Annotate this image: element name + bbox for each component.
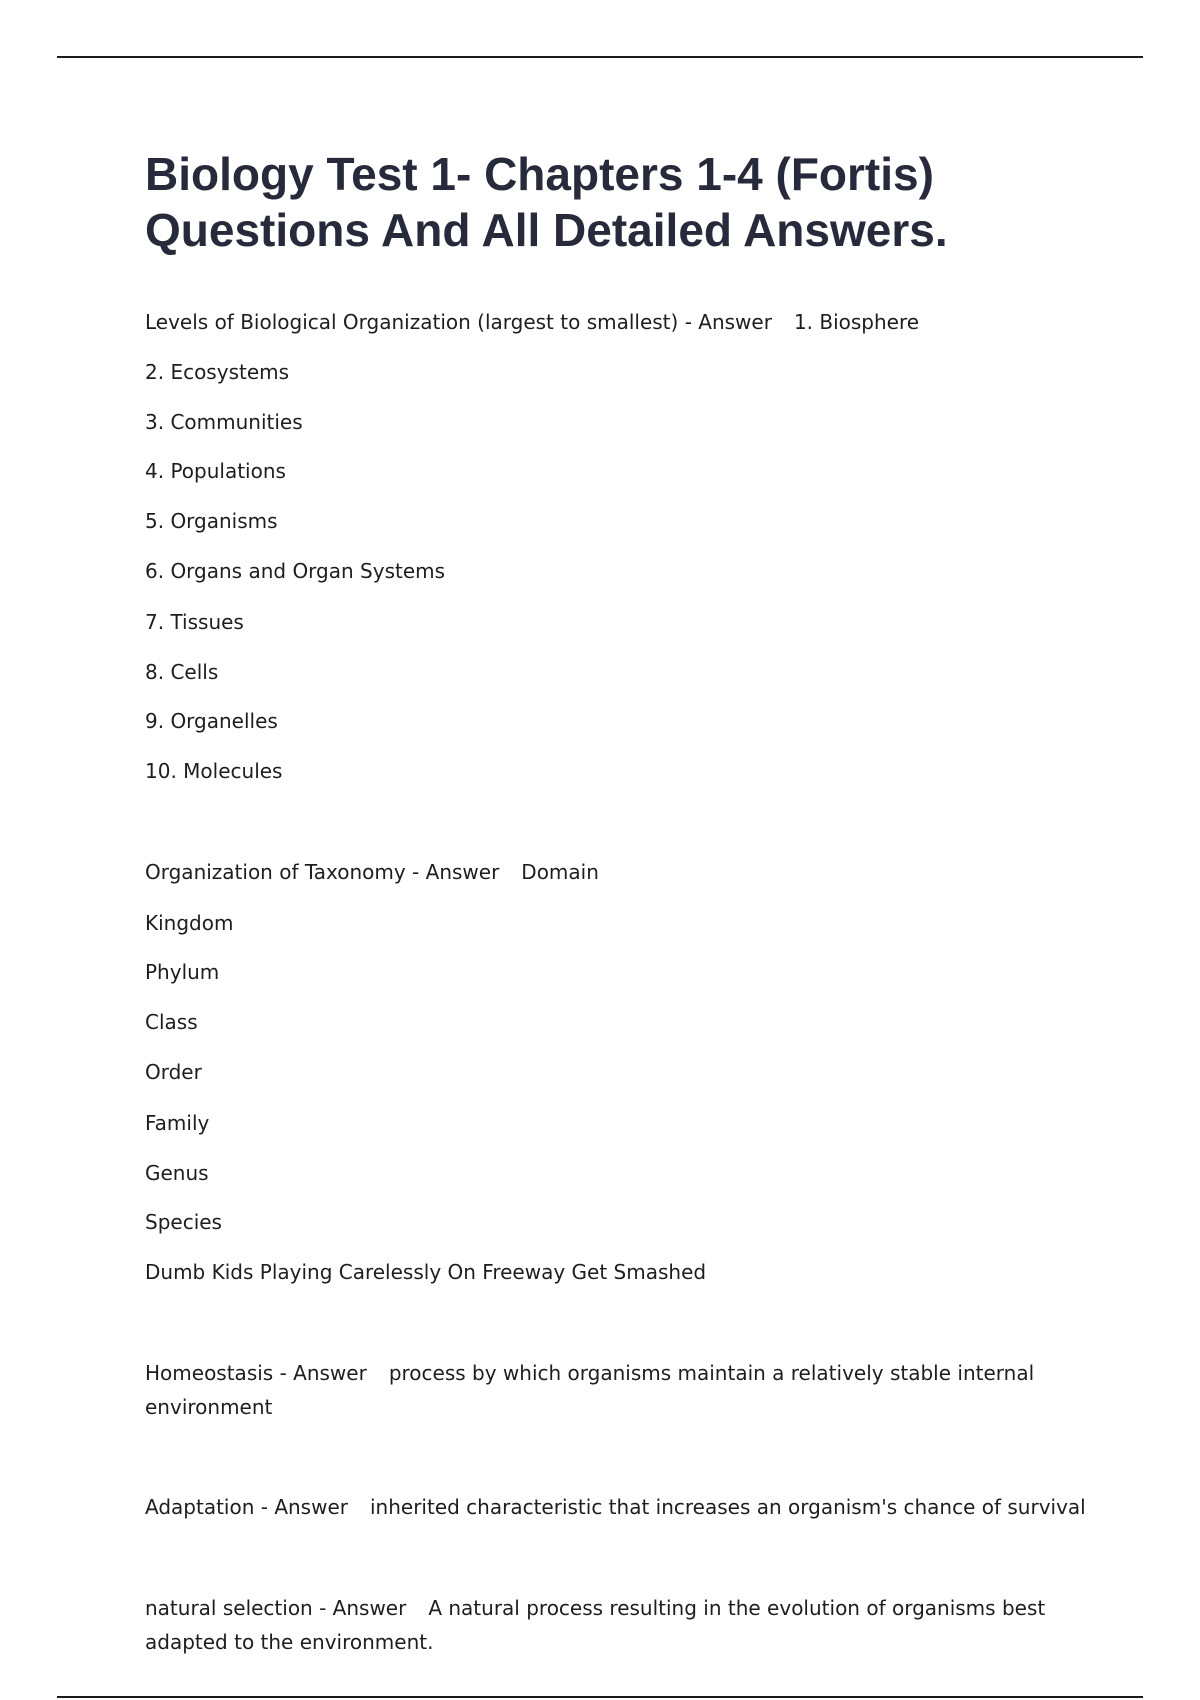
answer-item: 3. Communities [145, 410, 303, 434]
question-term: Levels of Biological Organization (largest to smallest) - Answer [145, 310, 772, 334]
question-levels-organization [145, 305, 919, 339]
answer-item: Family [145, 1111, 210, 1135]
question-term: Adaptation - Answer [145, 1495, 348, 1519]
question-natural-selection [145, 1591, 1085, 1659]
answer-item: Order [145, 1060, 202, 1084]
answer-item: 7. Tissues [145, 610, 244, 634]
header-rule [57, 56, 1143, 58]
question-answer: A natural process resulting in the evolution of organisms best adapted to the environment. [145, 1596, 1046, 1654]
answer-item: Phylum [145, 960, 220, 984]
title-line-2: Questions And All Detailed Answers. [145, 204, 948, 256]
page-title [145, 146, 1105, 258]
answer-item: Genus [145, 1161, 209, 1185]
question-taxonomy [145, 855, 599, 889]
answer-item: Species [145, 1210, 222, 1234]
answer-item: Class [145, 1010, 198, 1034]
answer-item: 9. Organelles [145, 709, 278, 733]
answer-item: 8. Cells [145, 660, 219, 684]
answer-item: 5. Organisms [145, 509, 278, 533]
question-homeostasis [145, 1356, 1085, 1424]
question-term: natural selection - Answer [145, 1596, 407, 1620]
question-adaptation [145, 1490, 1086, 1524]
question-term: Homeostasis - Answer [145, 1361, 367, 1385]
question-term: Organization of Taxonomy - Answer [145, 860, 500, 884]
title-line-1: Biology Test 1- Chapters 1-4 (Fortis) [145, 148, 934, 200]
answer-item: Kingdom [145, 911, 234, 935]
answer-item: Domain [521, 860, 599, 884]
footer-rule [57, 1696, 1143, 1698]
answer-item: 1. Biosphere [793, 310, 920, 334]
answer-item: 4. Populations [145, 459, 286, 483]
question-answer: process by which organisms maintain a relatively stable internal environment [145, 1361, 1035, 1419]
answer-item: 2. Ecosystems [145, 360, 290, 384]
question-answer: inherited characteristic that increases an organism's chance of survival [369, 1495, 1086, 1519]
answer-item: Dumb Kids Playing Carelessly On Freeway Get Smashed [145, 1260, 707, 1284]
answer-item: 6. Organs and Organ Systems [145, 559, 446, 583]
answer-item: 10. Molecules [145, 759, 283, 783]
